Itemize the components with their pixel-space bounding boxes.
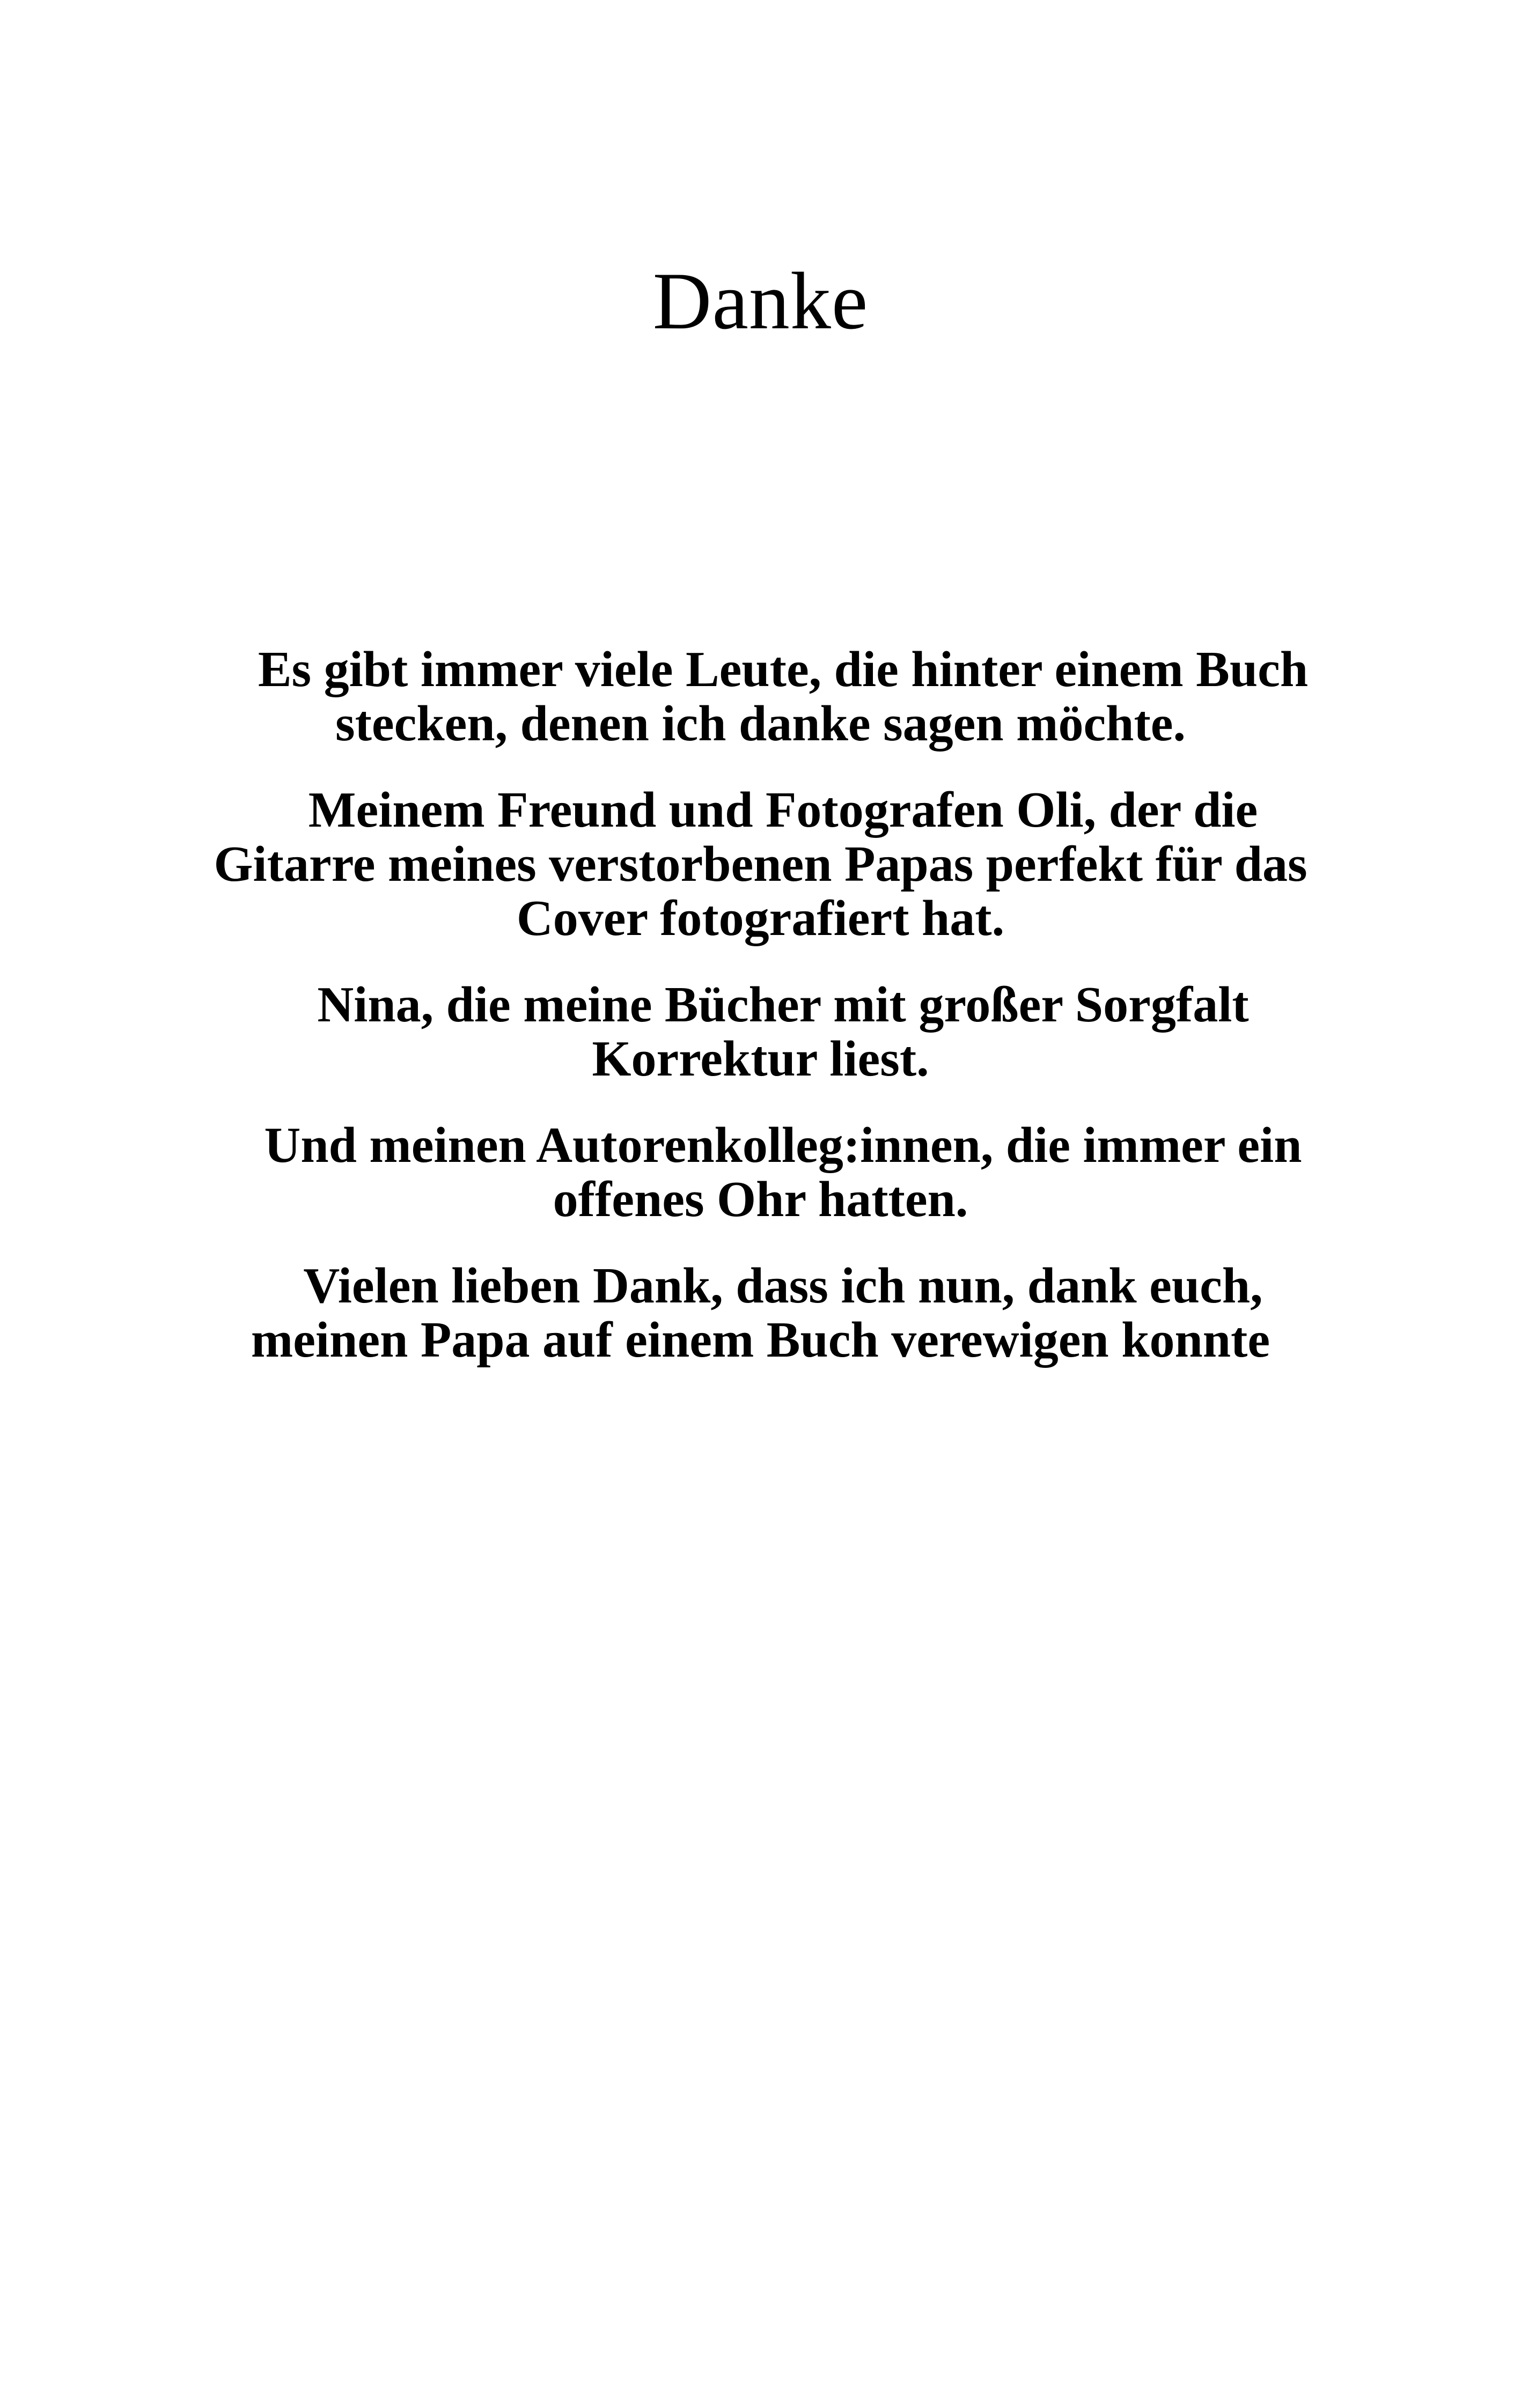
paragraph-1: Es gibt immer viele Leute, die hinter einem Buch stecken, denen ich danke sagen möchte.: [258, 642, 1309, 752]
acknowledgements-body: [199, 643, 1322, 1367]
paragraph-3: Nina, die meine Bücher mit großer Sorgfalt Korrektur liest.: [317, 977, 1249, 1087]
paragraph-5: Vielen lieben Dank, dass ich nun, dank euch, meinen Papa auf einem Buch verewigen konnte: [251, 1258, 1270, 1368]
paragraph-2: Meinem Freund und Fotografen Oli, der die Gitarre meines verstorbenen Papas perfekt für das Cover fotografiert hat.: [214, 782, 1307, 946]
page-title: Danke: [652, 256, 869, 346]
paragraph-4: Und meinen Autorenkolleg:innen, die immer ein offenes Ohr hatten.: [264, 1117, 1302, 1227]
